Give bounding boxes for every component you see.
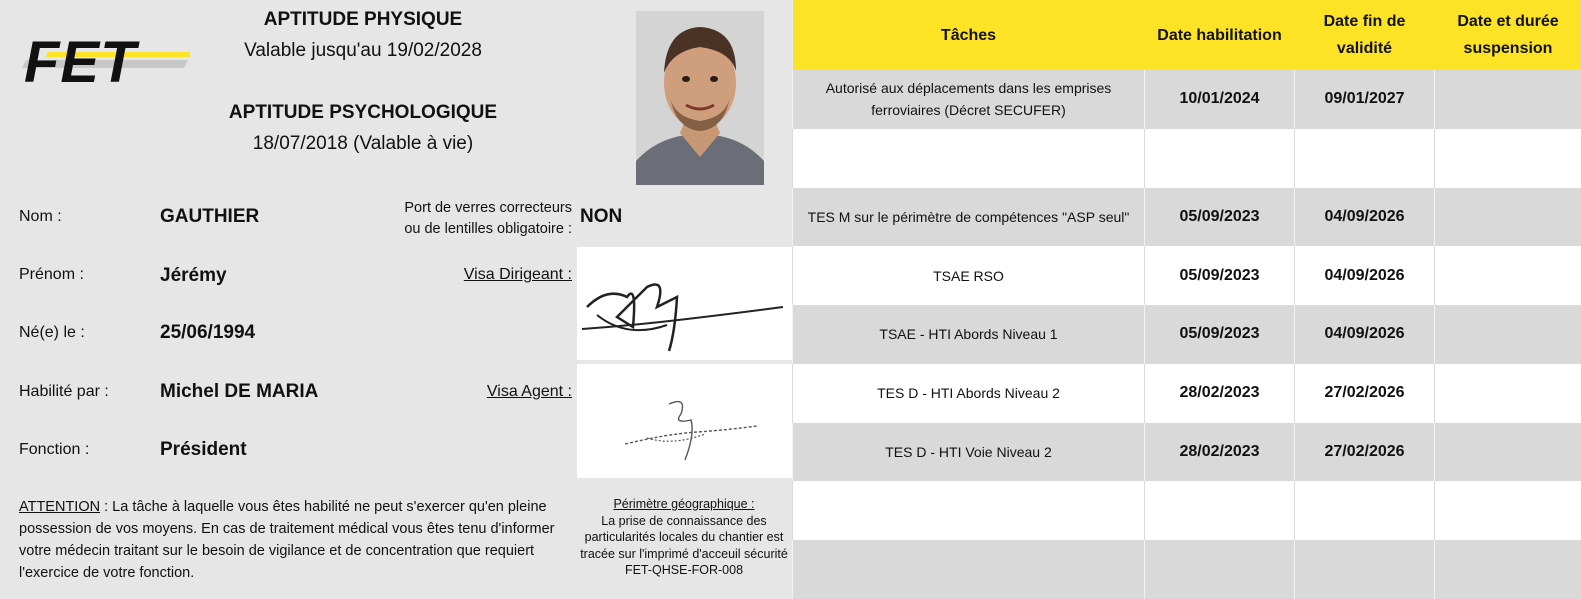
attention-label: ATTENTION <box>19 499 101 515</box>
cell-suspension <box>1435 129 1581 188</box>
cell-date-fin <box>1295 129 1435 188</box>
fonction-value: Président <box>160 439 247 460</box>
cell-date-habilitation: 28/02/2023 <box>1145 423 1295 482</box>
cell-suspension <box>1435 246 1581 305</box>
verres-label-line2: ou de lentilles obligatoire : <box>404 221 572 237</box>
naissance-label: Né(e) le : <box>19 324 85 341</box>
aptitude-physique-value: Valable jusqu'au 19/02/2028 <box>244 40 482 61</box>
verres-label-line1: Port de verres correcteurs <box>404 200 572 216</box>
cell-date-habilitation: 05/09/2023 <box>1145 246 1295 305</box>
naissance-value: 25/06/1994 <box>160 322 256 343</box>
cell-date-fin: 27/02/2026 <box>1295 364 1435 423</box>
attention-notice <box>19 496 574 584</box>
cell-tache: TSAE - HTI Abords Niveau 1 <box>793 305 1145 364</box>
perimetre-title: Périmètre géographique : <box>613 497 755 511</box>
table-row <box>793 246 1581 305</box>
cell-date-habilitation <box>1145 129 1295 188</box>
habilite-par-label: Habilité par : <box>19 383 109 400</box>
visa-dirigeant-label: Visa Dirigeant : <box>463 266 572 283</box>
cell-suspension <box>1435 481 1581 540</box>
cell-tache: TES D - HTI Abords Niveau 2 <box>793 364 1145 423</box>
cell-date-habilitation: 10/01/2024 <box>1145 70 1295 129</box>
table-row <box>793 305 1581 364</box>
visa-agent-label: Visa Agent : <box>486 383 572 400</box>
cell-suspension <box>1435 423 1581 482</box>
cell-suspension <box>1435 188 1581 247</box>
table-header-row <box>793 0 1581 70</box>
cell-date-fin: 04/09/2026 <box>1295 246 1435 305</box>
cell-tache: TES D - HTI Voie Niveau 2 <box>793 423 1145 482</box>
header-taches: Tâches <box>793 0 1145 70</box>
verres-value: NON <box>580 206 623 227</box>
table-row <box>793 129 1581 188</box>
cell-date-habilitation: 05/09/2023 <box>1145 188 1295 247</box>
cell-suspension <box>1435 540 1581 599</box>
aptitude-psychologique-title: APTITUDE PSYCHOLOGIQUE <box>228 102 498 123</box>
attention-text: : La tâche à laquelle vous êtes habilité ne peut s'exercer qu'en pleine possession de vos moyens. En cas de traitement médical vous êtes tenu d'informer votre médecin traitant sur le besoin de vigilance et de concentration que requiert l'exercice de votre fonction. <box>19 499 555 581</box>
perimetre-geographique <box>577 496 791 579</box>
table-row <box>793 423 1581 482</box>
cell-tache <box>793 129 1145 188</box>
nom-label: Nom : <box>19 208 62 225</box>
cell-date-fin: 09/01/2027 <box>1295 70 1435 129</box>
fet-logo <box>18 30 190 90</box>
perimetre-text: La prise de connaissance des particularités locales du chantier est tracée sur l'imprimé d'acceuil sécurité FET-QHSE-FOR-008 <box>580 513 788 577</box>
cell-tache: Autorisé aux déplacements dans les emprises ferroviaires (Décret SECUFER) <box>793 70 1145 129</box>
cell-date-fin <box>1295 540 1435 599</box>
table-row <box>793 188 1581 247</box>
cell-tache <box>793 481 1145 540</box>
table-row <box>793 70 1581 129</box>
cell-tache: TSAE RSO <box>793 246 1145 305</box>
cell-suspension <box>1435 70 1581 129</box>
cell-date-habilitation <box>1145 540 1295 599</box>
fonction-label: Fonction : <box>19 441 90 458</box>
cell-date-habilitation: 05/09/2023 <box>1145 305 1295 364</box>
cell-tache: TES M sur le périmètre de compétences "ASP seul" <box>793 188 1145 247</box>
cell-suspension <box>1435 305 1581 364</box>
table-row <box>793 481 1581 540</box>
header-suspension: Date et durée suspension <box>1435 0 1581 70</box>
habilite-par-value: Michel DE MARIA <box>160 381 319 402</box>
svg-text:FET: FET <box>24 30 137 90</box>
habilitations-table <box>792 0 1581 599</box>
prenom-value: Jérémy <box>160 265 227 286</box>
signature-dirigeant <box>577 247 792 360</box>
aptitude-psychologique-value: 18/07/2018 (Valable à vie) <box>252 133 474 154</box>
table-row <box>793 540 1581 599</box>
cell-suspension <box>1435 364 1581 423</box>
cell-date-habilitation <box>1145 481 1295 540</box>
aptitude-physique-title: APTITUDE PHYSIQUE <box>263 9 463 30</box>
cell-date-fin: 27/02/2026 <box>1295 423 1435 482</box>
cell-date-fin <box>1295 481 1435 540</box>
cell-date-fin: 04/09/2026 <box>1295 305 1435 364</box>
signature-agent <box>577 364 792 478</box>
verres-label <box>330 198 572 240</box>
agent-photo <box>636 11 764 185</box>
cell-tache <box>793 540 1145 599</box>
cell-date-habilitation: 28/02/2023 <box>1145 364 1295 423</box>
table-row <box>793 364 1581 423</box>
prenom-label: Prénom : <box>19 266 84 283</box>
nom-value: GAUTHIER <box>160 206 260 227</box>
cell-date-fin: 04/09/2026 <box>1295 188 1435 247</box>
header-date-fin: Date fin de validité <box>1295 0 1435 70</box>
header-date-habilitation: Date habilitation <box>1145 0 1295 70</box>
